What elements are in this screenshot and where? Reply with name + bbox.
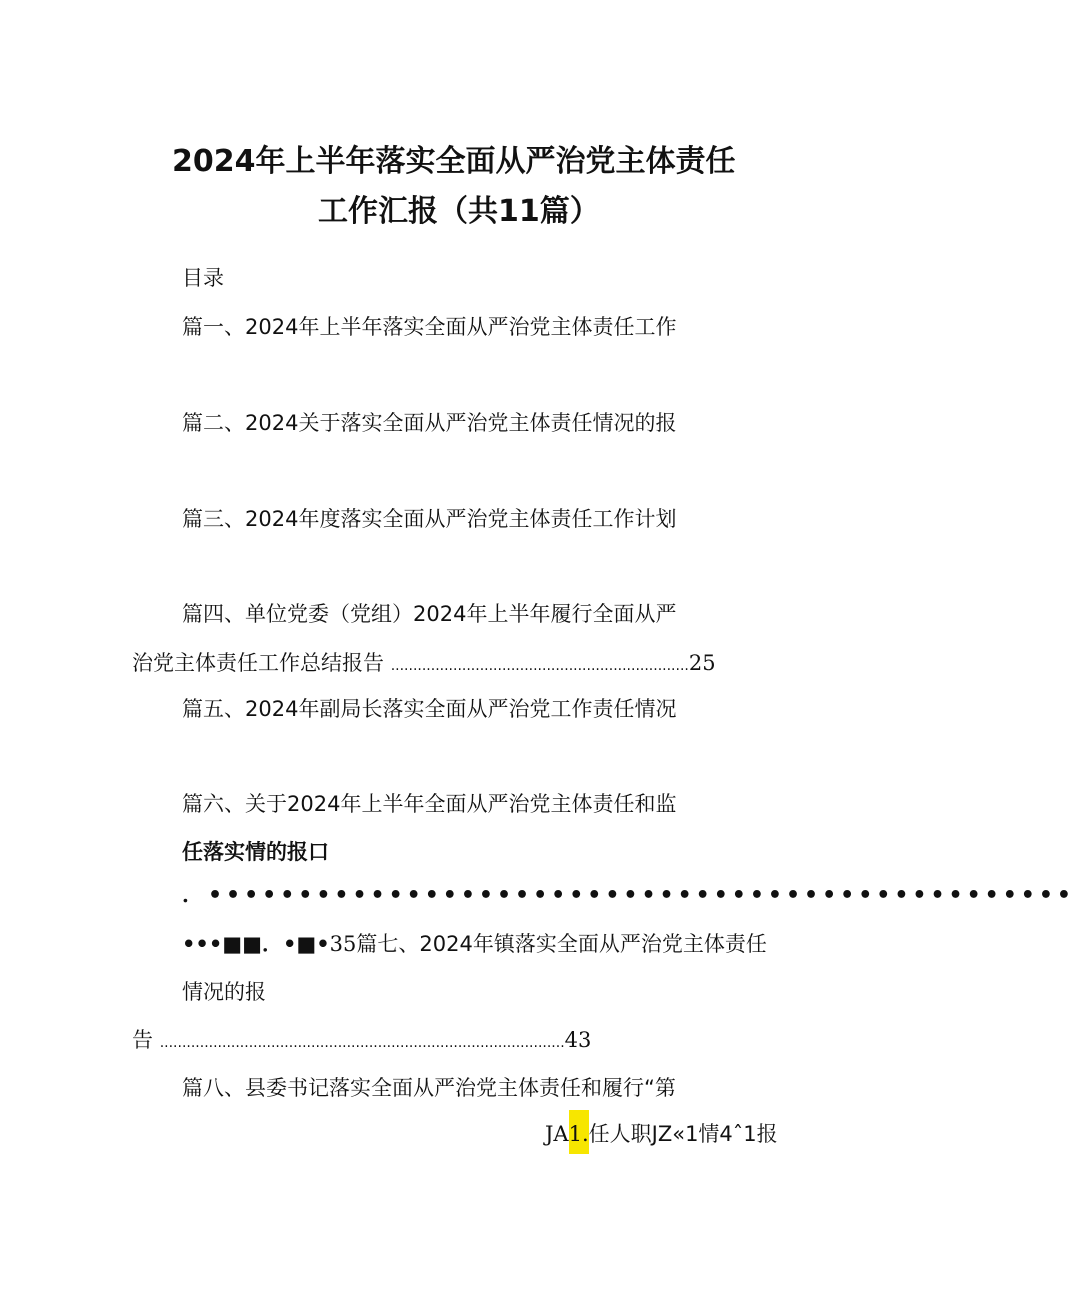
toc-entry-6-7-line <box>182 928 767 958</box>
document-title-line-2: 工作汇报（共11篇） <box>318 194 600 229</box>
highlight-mark: 1. <box>569 1110 589 1154</box>
toc-entry-7-line-1: 篇七、2024年镇落实全面从严治党主体责任 <box>356 932 767 956</box>
toc-entry-4-line-2 <box>132 647 716 677</box>
toc-entry-7-leader-dots: ........................................................................................... <box>159 1035 565 1051</box>
toc-entry-8-garbled-text: 任人职JZ«1情4ˆ1报 <box>588 1122 778 1146</box>
toc-heading: 目录 <box>182 266 224 290</box>
toc-entry-7-line-3 <box>132 1024 591 1054</box>
toc-entry-7-text: 告 <box>132 1028 153 1052</box>
toc-entry-8-line-1: 篇八、县委书记落实全面从严治党主体责任和履行“第 <box>182 1076 676 1100</box>
toc-entry-4-leader-dots: ................................................................... <box>390 658 689 674</box>
toc-entry-3: 篇三、2024年度落实全面从严治党主体责任工作计划 <box>182 507 677 531</box>
toc-entry-6-line-2: 任落实情的报口 <box>182 840 329 864</box>
toc-entry-4-line-1: 篇四、单位党委（党组）2024年上半年履行全面从严 <box>182 602 677 626</box>
toc-entry-4-page: 25 <box>688 651 716 675</box>
toc-entry-6-page: 35 <box>329 932 357 956</box>
toc-entry-1: 篇一、2024年上半年落实全面从严治党主体责任工作 <box>182 315 677 339</box>
toc-entry-7-page: 43 <box>564 1028 592 1052</box>
toc-entry-7-line-2: 情况的报 <box>182 980 266 1004</box>
toc-entry-6-line-1: 篇六、关于2024年上半年全面从严治党主体责任和监 <box>182 792 677 816</box>
toc-entry-8-garbled-prefix: JA <box>545 1122 569 1146</box>
document-title-line-1: 2024年上半年落实全面从严治党主体责任 <box>172 144 736 179</box>
toc-entry-5: 篇五、2024年副局长落实全面从严治党工作责任情况 <box>182 697 677 721</box>
toc-entry-8-line-2 <box>545 1110 778 1154</box>
toc-entry-2: 篇二、2024关于落实全面从严治党主体责任情况的报 <box>182 411 677 435</box>
toc-entry-6-dot-line: ．•••••••••••••••••••••••••••••••••••••••••••••••• <box>182 883 1075 908</box>
toc-entry-4-text: 治党主体责任工作总结报告 <box>132 651 384 675</box>
toc-entry-6-leader-marks: •••■■．•■• <box>182 932 330 956</box>
